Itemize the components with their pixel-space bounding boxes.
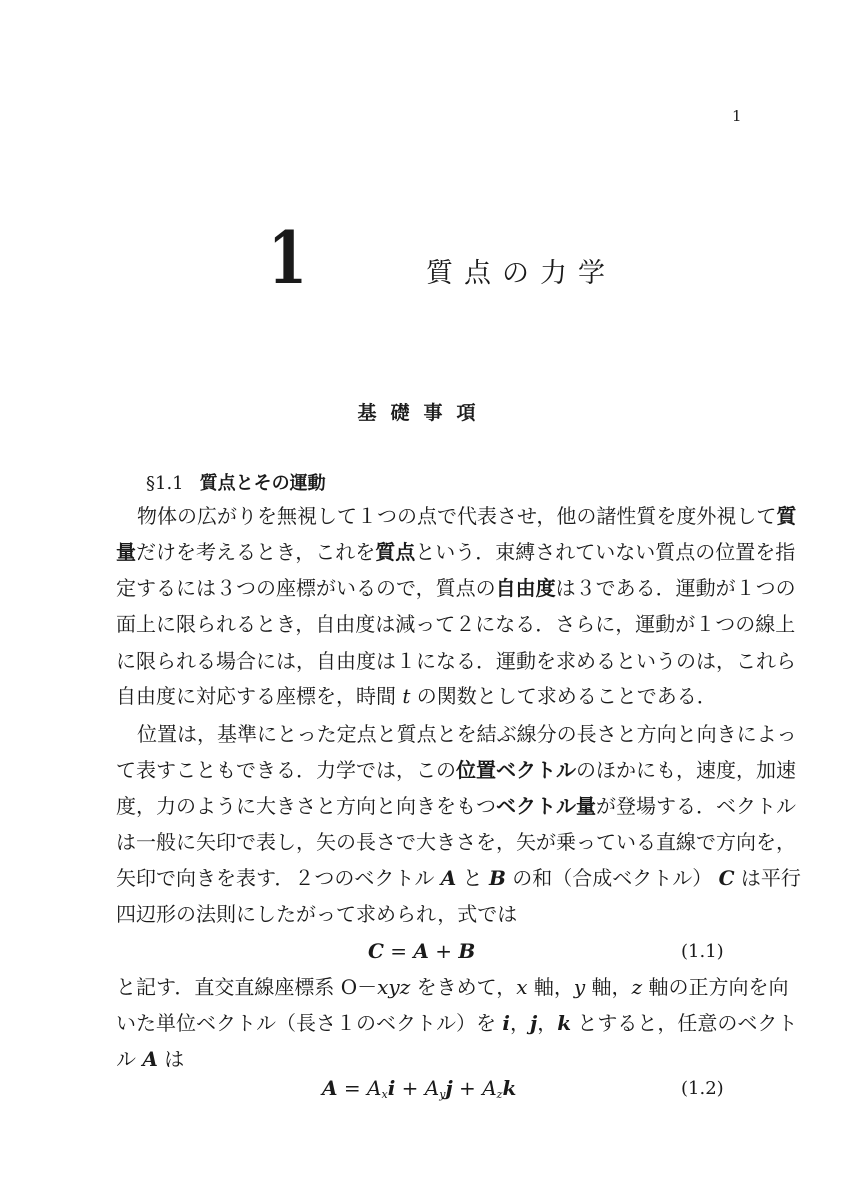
keyword: 位置ベクトル [456, 758, 576, 782]
keyword: 質 [776, 504, 797, 528]
chapter-number: 1 [268, 215, 308, 300]
keyword: 自由度 [495, 576, 556, 600]
subsection-heading [146, 469, 326, 495]
text-line: 四辺形の法則にしたがって求められ，式では [116, 902, 518, 926]
equation: $A = A_xi + A_yj + A_zk$ [322, 1076, 517, 1101]
page-number: 1 [732, 107, 742, 125]
text-line: ル A は [116, 1047, 185, 1071]
keyword: 質点 [375, 540, 416, 564]
text-line: 量だけを考えるとき，これを質点という．束縛されていない質点の位置を指 [116, 540, 796, 564]
equation-number: (1.1) [681, 941, 724, 962]
text-line: て表すこともできる．力学では，この位置ベクトルのほかにも，速度，加速 [116, 758, 796, 782]
text-line: 自由度に対応する座標を，時間 t の関数として求めることである． [116, 684, 717, 708]
text-line: いた単位ベクトル（長さ１のベクトル）を i，j，k とすると，任意のベクト [116, 1011, 798, 1035]
text-line: 定するには３つの座標がいるので，質点の自由度は３である．運動が１つの [116, 576, 796, 600]
section-heading: 基礎事項 [357, 402, 490, 424]
subsection-title: 質点とその運動 [199, 473, 326, 494]
equation: C = A + B [368, 939, 476, 963]
chapter-title: 質点の力学 [426, 258, 616, 289]
subsection-number: §1.1 [146, 473, 184, 494]
text-line: 面上に限られるとき，自由度は減って２になる．さらに，運動が１つの線上 [116, 612, 796, 636]
text-line: 物体の広がりを無視して１つの点で代表させ，他の諸性質を度外視して質 [137, 504, 797, 528]
text-line: と記す．直交直線座標系 O－xyz をきめて，x 軸，y 軸，z 軸の正方向を向 [116, 975, 789, 999]
equation-number: (1.2) [681, 1078, 724, 1099]
text-line: に限られる場合には，自由度は１になる．運動を求めるというのは，これら [116, 649, 796, 673]
keyword: ベクトル量 [496, 794, 596, 818]
text-line: 位置は，基準にとった定点と質点とを結ぶ線分の長さと方向と向きによっ [137, 722, 797, 746]
text-line: 矢印で向きを表す．２つのベクトル A と B の和（合成ベクトル） C は平行 [116, 866, 801, 890]
text-line: 度，力のように大きさと方向と向きをもつベクトル量が登場する．ベクトル [116, 794, 796, 818]
text-line: は一般に矢印で表し，矢の長さで大きさを，矢が乗っている直線で方向を， [116, 830, 796, 854]
keyword: 量 [116, 540, 136, 564]
